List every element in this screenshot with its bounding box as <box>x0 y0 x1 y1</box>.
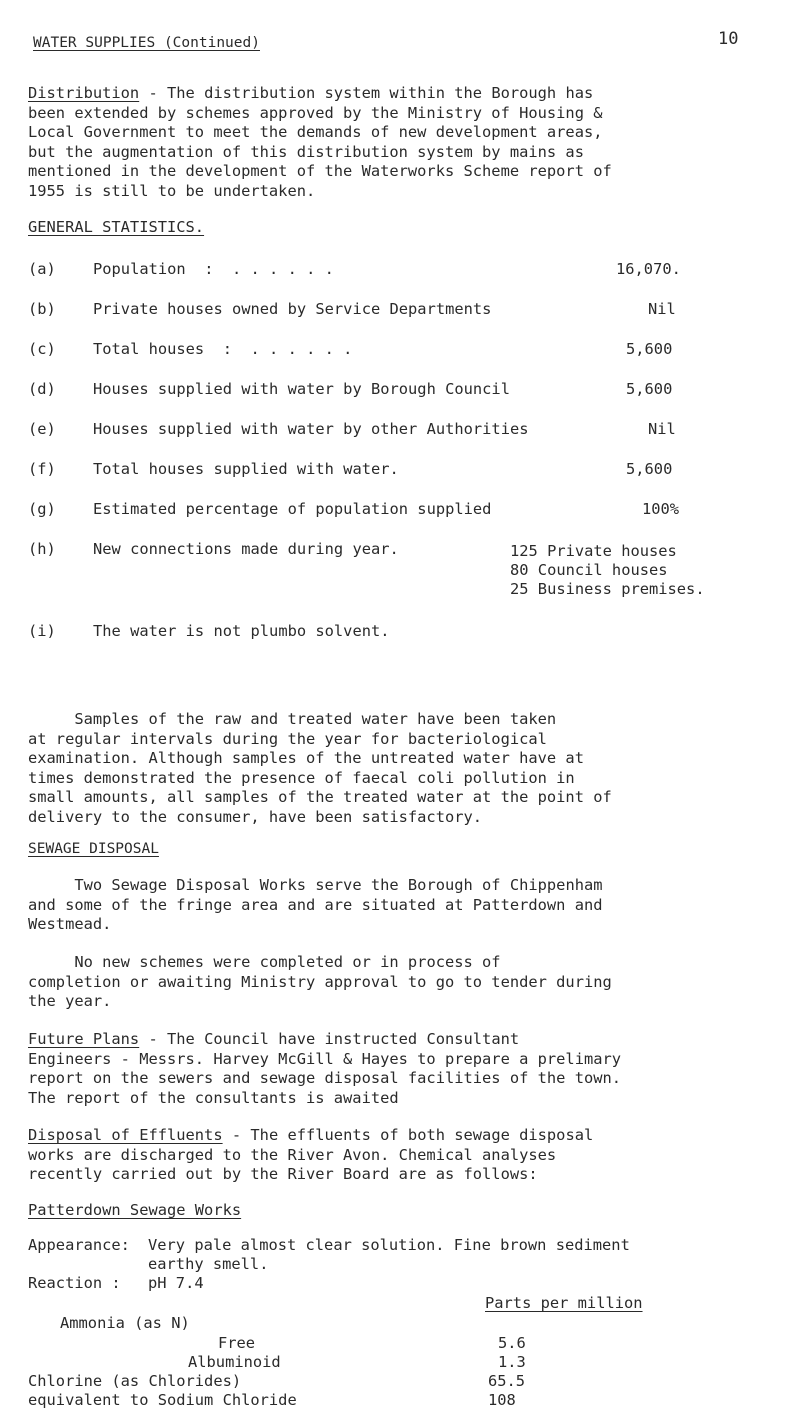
appearance-value: Very pale almost clear solution. Fine brown sediment <box>148 1236 630 1254</box>
reaction-label: Reaction : <box>28 1274 121 1292</box>
patterdown-heading: Patterdown Sewage Works <box>28 1201 242 1219</box>
effluents-paragraph <box>28 1126 788 1185</box>
general-statistics-heading: GENERAL STATISTICS. <box>28 218 205 236</box>
samples-line: small amounts, all samples of the treated water at the point of <box>28 788 612 806</box>
stat-marker: (g) <box>28 500 56 518</box>
ammonia-label: Ammonia (as N) <box>60 1314 190 1332</box>
future-plans-line: The report of the consultants is awaited <box>28 1088 399 1107</box>
stat-label: Total houses : . . . . . . <box>93 340 353 358</box>
stat-label: Estimated percentage of population supplied <box>93 500 492 518</box>
stat-label: Population : . . . . . . <box>93 260 334 278</box>
sewage-line: Two Sewage Disposal Works serve the Borough of Chippenham <box>74 876 603 894</box>
samples-line: Samples of the raw and treated water have been taken <box>74 710 557 728</box>
distribution-line: Local Government to meet the demands of new development areas, <box>28 123 603 141</box>
stat-value: 100% <box>642 500 680 518</box>
sewage-paragraph-2 <box>28 953 788 1012</box>
effluents-line: - The effluents of both sewage disposal <box>231 1126 594 1144</box>
stat-label: Private houses owned by Service Departments <box>93 300 492 318</box>
plumbo-label: The water is not plumbo solvent. <box>93 622 390 640</box>
distribution-line: been extended by schemes approved by the Ministry of Housing & <box>28 103 603 122</box>
new-connections-value: 80 Council houses <box>510 561 668 579</box>
appearance-label: Appearance: <box>28 1236 130 1254</box>
stat-marker: (a) <box>28 260 56 278</box>
stat-value: 16,070. <box>616 260 681 278</box>
stat-marker: (h) <box>28 540 56 558</box>
new-connections-value: 125 Private houses <box>510 542 677 560</box>
chlorine-value: 65.5 <box>488 1372 526 1390</box>
distribution-line: - The distribution system within the Borough has <box>148 84 594 102</box>
distribution-line: 1955 is still to be undertaken. <box>28 181 316 200</box>
samples-line: times demonstrated the presence of faecal coli pollution in <box>28 768 575 787</box>
stat-label: Total houses supplied with water. <box>93 460 399 478</box>
analysis-value: 5.6 <box>498 1334 526 1352</box>
sewage-line: the year. <box>28 992 112 1010</box>
distribution-heading: Distribution <box>28 84 140 102</box>
stat-value: 5,600 <box>626 460 673 478</box>
sewage-line: completion or awaiting Ministry approval to go to tender during <box>28 972 612 991</box>
stat-marker: (d) <box>28 380 56 398</box>
new-connections-value: 25 Business premises. <box>510 580 705 598</box>
stat-value: 5,600 <box>626 380 673 398</box>
sewage-line: Westmead. <box>28 915 112 933</box>
new-connections-label: New connections made during year. <box>93 540 399 558</box>
analysis-label: Albuminoid <box>188 1353 281 1371</box>
stat-marker: (c) <box>28 340 56 358</box>
stat-value: 5,600 <box>626 340 673 358</box>
distribution-line: but the augmentation of this distribution system by mains as <box>28 142 584 161</box>
stat-marker: (f) <box>28 460 56 478</box>
page-number: 10 <box>718 29 739 49</box>
appearance-value: earthy smell. <box>148 1255 269 1273</box>
effluents-heading: Disposal of Effluents <box>28 1126 223 1144</box>
sewage-line: and some of the fringe area and are situated at Patterdown and <box>28 895 603 914</box>
equivalent-value: 108 <box>488 1391 516 1409</box>
stat-value: Nil <box>648 300 676 318</box>
future-plans-heading: Future Plans <box>28 1030 140 1048</box>
stat-marker: (b) <box>28 300 56 318</box>
distribution-paragraph <box>28 84 788 201</box>
samples-paragraph <box>28 710 788 827</box>
chlorine-label: Chlorine (as Chlorides) <box>28 1372 242 1390</box>
sewage-paragraph-1 <box>28 876 788 935</box>
stat-label: Houses supplied with water by other Authorities <box>93 420 529 438</box>
future-plans-line: Engineers - Messrs. Harvey McGill & Hayes to prepare a prelimary <box>28 1049 622 1068</box>
reaction-value: pH 7.4 <box>148 1274 204 1292</box>
stat-marker: (e) <box>28 420 56 438</box>
samples-line: delivery to the consumer, have been satisfactory. <box>28 807 483 826</box>
stat-label: Houses supplied with water by Borough Council <box>93 380 510 398</box>
effluents-line: recently carried out by the River Board are as follows: <box>28 1165 538 1183</box>
running-title: WATER SUPPLIES (Continued) <box>33 35 260 51</box>
samples-line: examination. Although samples of the untreated water have at <box>28 749 584 767</box>
future-plans-paragraph <box>28 1030 788 1108</box>
analysis-value: 1.3 <box>498 1353 526 1371</box>
distribution-line: mentioned in the development of the Waterworks Scheme report of <box>28 162 612 180</box>
future-plans-line: - The Council have instructed Consultant <box>148 1030 520 1048</box>
samples-line: at regular intervals during the year for bacteriological <box>28 729 547 748</box>
analysis-label: Free <box>218 1334 256 1352</box>
sewage-line: No new schemes were completed or in process of <box>74 953 501 971</box>
stat-value: Nil <box>648 420 676 438</box>
units-heading: Parts per million <box>485 1294 643 1312</box>
equivalent-label: equivalent to Sodium Chloride <box>28 1391 297 1409</box>
new-connections-values <box>510 542 705 599</box>
effluents-line: works are discharged to the River Avon. Chemical analyses <box>28 1145 557 1164</box>
stat-marker: (i) <box>28 622 56 640</box>
sewage-disposal-heading: SEWAGE DISPOSAL <box>28 841 159 857</box>
future-plans-line: report on the sewers and sewage disposal facilities of the town. <box>28 1069 622 1087</box>
